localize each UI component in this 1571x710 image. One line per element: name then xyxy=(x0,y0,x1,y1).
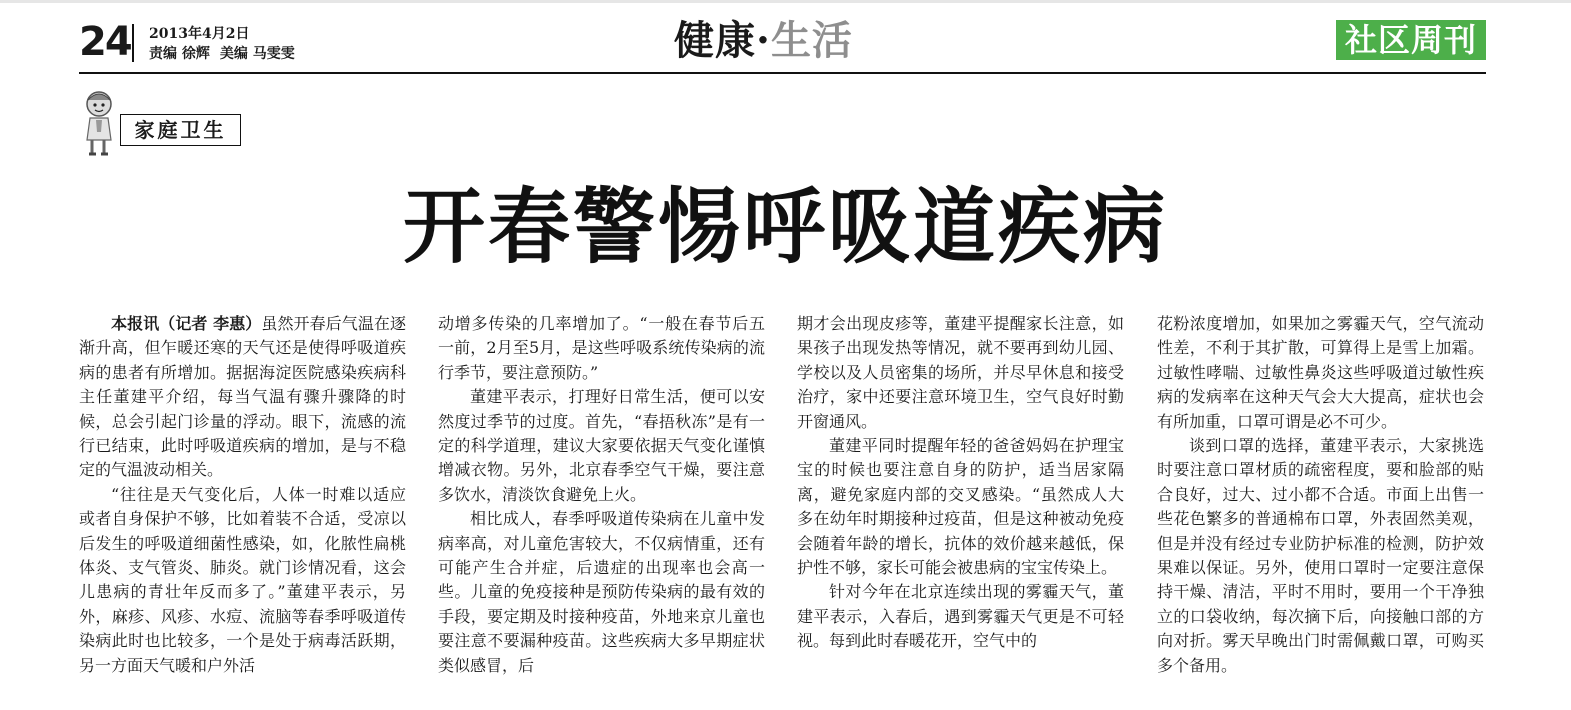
page-number-divider xyxy=(132,24,134,62)
article-paragraph: 动增多传染的几率增加了。“一般在春节后五一前，2月至5月，是这些呼吸系统传染病的流行季节，要注意预防。” xyxy=(438,314,765,382)
section-title-separator: · xyxy=(756,17,771,64)
section-title xyxy=(674,18,853,64)
article-column-2 xyxy=(438,312,765,692)
article-paragraph: 相比成人，春季呼吸道传染病在儿童中发病率高，对儿童危害较大，不仅病情重，还有可能产生合并症，后遗症的出现率也会高一些。儿童的免疫接种是预防传染病的最有效的手段，要定期及时接种疫苗，外地来京儿童也要注意不要漏种疫苗。这些疾病大多早期症状类似感冒，后 xyxy=(438,509,765,675)
article-paragraph xyxy=(79,312,406,483)
section-title-part1: 健康 xyxy=(674,17,756,64)
editor-credit: 责编 徐辉 xyxy=(149,46,210,62)
page-header xyxy=(79,18,1486,74)
article-paragraph: 针对今年在北京连续出现的雾霾天气，董建平表示，入春后，遇到雾霾天气更是不可轻视。每到此时春暖花开，空气中的 xyxy=(797,582,1124,651)
article-column-1 xyxy=(79,312,406,692)
editor-credits xyxy=(149,44,295,64)
cartoon-figure-icon xyxy=(80,88,122,160)
issue-date: 2013年4月2日 xyxy=(149,26,250,42)
designer-credit: 美编 马雯雯 xyxy=(219,46,295,62)
brand-badge: 社区周刊 xyxy=(1336,20,1486,60)
article-paragraph: 期才会出现皮疹等，董建平提醒家长注意，如果孩子出现发热等情况，就不要再到幼儿园、学校以及人员密集的场所，并尽早休息和接受治疗，家中还要注意环境卫生，空气良好时勤开窗通风。 xyxy=(797,314,1124,431)
article-paragraph: “往往是天气变化后，人体一时难以适应或者自身保护不够，比如着装不合适，受凉以后发生的呼吸道细菌性感染，如，化脓性扁桃体炎、支气管炎、肺炎。就门诊情况看，这会儿患病的青壮年反而多了。”董建平表示，另外，麻疹、风疹、水痘、流脑等春季呼吸道传染病此时也比较多，一个是处于病毒活跃期，另一方面天气暖和户外活 xyxy=(79,484,406,675)
column-tag: 家庭卫生 xyxy=(120,114,241,146)
article-headline: 开春警惕呼吸道疾病 xyxy=(402,180,1168,275)
article-body xyxy=(79,312,1486,692)
page-number: 24 xyxy=(79,19,131,65)
paragraph-text: 虽然开春后气温在逐渐升高，但乍暖还寒的天气还是使得呼吸道疾病的患者有所增加。据据海淀医院感染疾病科主任董建平介绍，每当气温有骤升骤降的时候，总会引起门诊量的浮动。眼下，流感的流行已结束，此时呼吸道疾病的增加，是与不稳定的气温波动相关。 xyxy=(79,314,406,480)
top-border xyxy=(0,0,1571,3)
article-paragraph: 花粉浓度增加，如果加之雾霾天气，空气流动性差，不利于其扩散，可算得上是雪上加霜。过敏性哮喘、过敏性鼻炎这些呼吸道过敏性疾病的发病率在这种天气会大大提高，症状也会有所加重，口罩可谓是必不可少。 xyxy=(1157,314,1484,431)
issue-meta xyxy=(149,24,295,64)
section-title-part2: 生活 xyxy=(770,17,853,64)
article-paragraph: 董建平表示，打理好日常生活，便可以安然度过季节的过度。首先，“春捂秋冻”是有一定的科学道理，建议大家要依据天气变化谨慎增减衣物。另外，北京春季空气干燥，要注意多饮水，清淡饮食避免上火。 xyxy=(438,387,765,504)
article-column-3 xyxy=(797,312,1124,692)
article-paragraph: 董建平同时提醒年轻的爸爸妈妈在护理宝宝的时候也要注意自身的防护，适当居家隔离，避免家庭内部的交叉感染。“虽然成人大多在幼年时期接种过疫苗，但是这种被动免疫会随着年龄的增长，抗体的效价越来越低，保护性不够，家长可能会被患病的宝宝传染上。 xyxy=(797,436,1124,578)
article-byline: 本报讯（记者 李惠） xyxy=(111,314,262,333)
article-column-4 xyxy=(1157,312,1484,692)
article-paragraph: 谈到口罩的选择，董建平表示，大家挑选时要注意口罩材质的疏密程度，要和脸部的贴合良好，过大、过小都不合适。市面上出售一些花色繁多的普通棉布口罩，外表固然美观，但是并没有经过专业防护标准的检测，防护效果难以保证。另外，使用口罩时一定要注意保持干燥、清洁，平时不用时，要用一个干净独立的口袋收纳，每次摘下后，向接触口部的方向对折。雾天早晚出门时需佩戴口罩，可购买多个备用。 xyxy=(1157,436,1484,675)
